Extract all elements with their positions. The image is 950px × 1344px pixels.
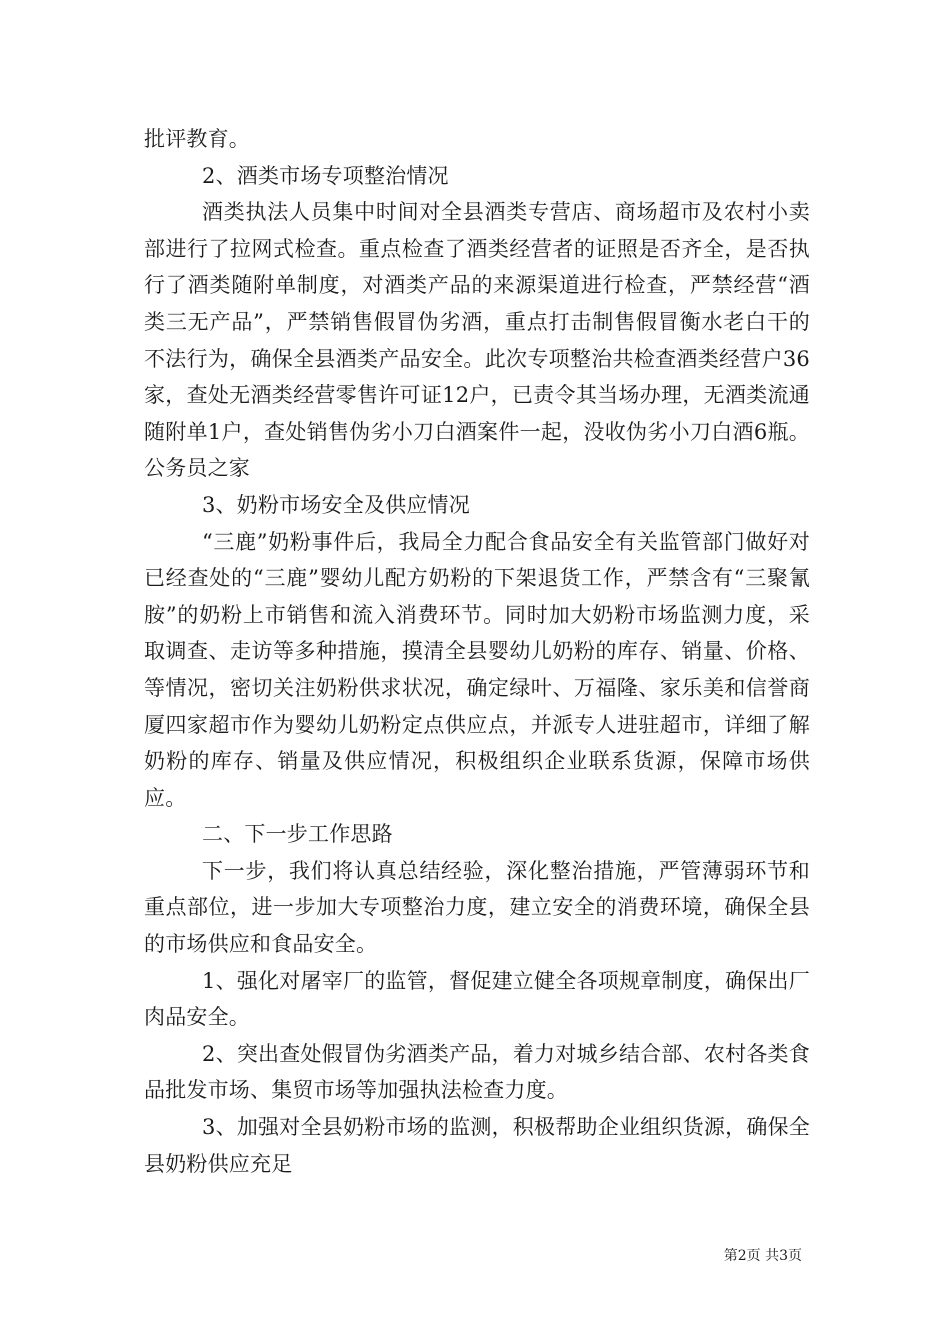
item-counterfeit-liquor: 2、突出查处假冒伪劣酒类产品，着力对城乡结合部、农村各类食品批发市场、集贸市场等加强执法检查力度。 xyxy=(144,1041,810,1103)
heading-milk-powder: 3、奶粉市场安全及供应情况 xyxy=(202,492,470,517)
paragraph-liquor-inspection: 酒类执法人员集中时间对全县酒类专营店、商场超市及农村小卖部进行了拉网式检查。重点检查了酒类经营者的证照是否齐全，是否执行了酒类随附单制度，对酒类产品的来源渠道进行检查，严禁经营“酒类三无产品”，严禁销售假冒伪劣酒，重点打击制售假冒衡水老白干的不法行为，确保全县酒类产品安全。此次专项整治共检查酒类经营户36家，查处无酒类经营零售许可证12户，已责令其当场办理，无酒类流通随附单1户，查处销售伪劣小刀白酒案件一起，没收伪劣小刀白酒6瓶。公务员之家 xyxy=(144,200,810,481)
heading-next-steps: 二、下一步工作思路 xyxy=(202,822,393,847)
document-body xyxy=(144,121,810,1182)
paragraph-milk-powder: “三鹿”奶粉事件后，我局全力配合食品安全有关监管部门做好对已经查处的“三鹿”婴幼儿配方奶粉的下架退货工作，严禁含有“三聚氰胺”的奶粉上市销售和流入消费环节。同时加大奶粉市场监测力度，采取调查、走访等多种措施，摸清全县婴幼儿奶粉的库存、销量、价格、等情况，密切关注奶粉供求状况，确定绿叶、万福隆、家乐美和信誉商厦四家超市作为婴幼儿奶粉定点供应点，并派专人进驻超市，详细了解奶粉的库存、销量及供应情况，积极组织企业联系货源，保障市场供应。 xyxy=(144,529,810,810)
page-number: 第2页 共3页 xyxy=(723,1248,802,1264)
item-slaughterhouse: 1、强化对屠宰厂的监管，督促建立健全各项规章制度，确保出厂肉品安全。 xyxy=(144,968,810,1030)
heading-liquor-market: 2、酒类市场专项整治情况 xyxy=(202,163,449,188)
item-milk-supply: 3、加强对全县奶粉市场的监测，积极帮助企业组织货源，确保全县奶粉供应充足 xyxy=(144,1115,810,1176)
paragraph-next-steps: 下一步，我们将认真总结经验，深化整治措施，严管薄弱环节和重点部位，进一步加大专项整治力度，建立安全的消费环境，确保全县的市场供应和食品安全。 xyxy=(144,858,810,957)
paragraph-criticism: 批评教育。 xyxy=(144,127,250,151)
